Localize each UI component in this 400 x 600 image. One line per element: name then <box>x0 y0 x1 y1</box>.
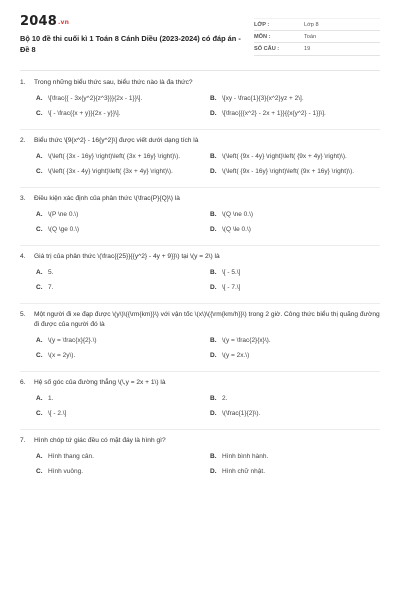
option-row <box>20 283 380 298</box>
option-text: Hình chữ nhật. <box>222 468 266 475</box>
option-row <box>20 94 380 109</box>
question-stem <box>20 436 380 446</box>
question-number: 1. <box>20 79 26 86</box>
option-letter: D. <box>210 226 217 233</box>
option-text: 2. <box>222 395 228 402</box>
answer-option[interactable] <box>36 225 196 235</box>
question-stem <box>20 310 380 330</box>
question-divider <box>20 429 380 430</box>
option-text: \(\left( {9x - 16y} \right)\left( {9x + 16y} \right)\). <box>222 168 355 175</box>
answer-option[interactable] <box>36 283 196 293</box>
option-text: \(\left( {3x - 4y} \right)\left( {3x + 4y} \right)\). <box>48 168 173 175</box>
answer-option[interactable] <box>36 394 196 404</box>
option-letter: D. <box>210 410 217 417</box>
option-letter: D. <box>210 284 217 291</box>
option-letter: B. <box>210 269 217 276</box>
option-letter: D. <box>210 168 217 175</box>
question-stem <box>20 78 380 88</box>
question-item <box>20 136 380 182</box>
question-number: 7. <box>20 437 26 444</box>
site-logo[interactable] <box>20 14 69 29</box>
option-text: \[\frac{{ - 3x{y^2}{z^3}}}{2x - 1}}\]. <box>48 95 143 102</box>
option-text: \[ - 7.\] <box>222 284 241 291</box>
question-item <box>20 78 380 124</box>
answer-option[interactable] <box>36 351 196 361</box>
question-number: 5. <box>20 311 26 318</box>
question-divider <box>20 187 380 188</box>
option-text: 1. <box>48 395 54 402</box>
meta-row-question-count <box>254 43 380 56</box>
question-text: Hệ số góc của đường thẳng \(\,y = 2x + 1\) là <box>34 379 166 386</box>
meta-value: 19 <box>304 46 311 52</box>
answer-option[interactable] <box>210 351 380 361</box>
logo-suffix: .vn <box>57 19 70 26</box>
answer-option[interactable] <box>210 152 380 162</box>
meta-row-class <box>254 18 380 31</box>
option-letter: B. <box>210 337 217 344</box>
answer-options <box>20 152 380 182</box>
option-text: 7. <box>48 284 54 291</box>
option-letter: B. <box>210 95 217 102</box>
option-text: \(y = 2x.\) <box>222 352 250 359</box>
answer-option[interactable] <box>210 336 380 346</box>
question-divider <box>20 245 380 246</box>
question-text: Một người đi xe đạp được \(y\)\({\rm{km}}\) với vận tốc \(x\)\({\rm{km/h}}\) trong 2 giờ. Công thức biểu thị quãng đường đi được của người đó là <box>34 311 380 328</box>
option-row <box>20 467 380 482</box>
answer-options <box>20 210 380 240</box>
question-item <box>20 252 380 298</box>
option-text: \(y = \frac{2}{x}\). <box>222 337 271 344</box>
meta-value: Lớp 8 <box>304 22 319 28</box>
question-item <box>20 378 380 424</box>
option-letter: A. <box>36 153 43 160</box>
option-text: \[ - 2.\] <box>48 410 67 417</box>
question-item <box>20 310 380 366</box>
option-text: \[\frac{{{x^2} - 2x + 1}}{{x{y^2} - 1}}\]. <box>222 110 326 117</box>
option-text: Hình vuông. <box>48 468 84 475</box>
question-number: 2. <box>20 137 26 144</box>
question-item <box>20 194 380 240</box>
option-row <box>20 268 380 283</box>
option-letter: D. <box>210 110 217 117</box>
question-text: Giá trị của phân thức \(\frac{{25}}{{y^2} - 4y + 9}}\) tại \(y = 2\) là <box>34 253 220 260</box>
meta-value: Toán <box>304 33 317 40</box>
question-number: 6. <box>20 379 26 386</box>
option-text: 5. <box>48 269 54 276</box>
answer-option[interactable] <box>36 268 196 278</box>
option-text: \(Q \ne 0.\) <box>222 211 254 218</box>
option-letter: B. <box>210 395 217 402</box>
answer-option[interactable] <box>210 210 380 220</box>
answer-option[interactable] <box>36 409 196 419</box>
document-title: Bộ 10 đề thi cuối kì 1 Toán 8 Cánh Diều (2023-2024) có đáp án - Đề 8 <box>20 34 241 54</box>
option-text: \(\left( {3x - 16y} \right)\left( {3x + 16y} \right)\). <box>48 153 181 160</box>
answer-option[interactable] <box>210 452 380 462</box>
question-stem <box>20 194 380 204</box>
answer-option[interactable] <box>36 452 196 462</box>
option-row <box>20 351 380 366</box>
option-text: Hình bình hành. <box>222 453 269 460</box>
option-text: \(Q \le 0.\) <box>222 226 251 233</box>
option-row <box>20 394 380 409</box>
option-text: \(\frac{1}{2}\). <box>222 410 261 417</box>
answer-option[interactable] <box>210 394 380 404</box>
option-letter: B. <box>210 153 217 160</box>
option-letter: B. <box>210 453 217 460</box>
option-letter: C. <box>36 284 43 291</box>
answer-option[interactable] <box>210 268 380 278</box>
question-list <box>20 78 380 482</box>
option-letter: C. <box>36 468 43 475</box>
answer-options <box>20 394 380 424</box>
answer-option[interactable] <box>210 409 380 419</box>
meta-key: LỚP : <box>254 22 270 28</box>
option-letter: C. <box>36 410 43 417</box>
option-letter: A. <box>36 95 43 102</box>
option-letter: C. <box>36 226 43 233</box>
meta-key: SỐ CÂU : <box>254 46 280 52</box>
option-row <box>20 225 380 240</box>
option-letter: C. <box>36 352 43 359</box>
answer-options <box>20 452 380 482</box>
option-text: \(\left( {9x - 4y} \right)\left( {9x + 4y} \right)\). <box>222 153 347 160</box>
option-row <box>20 109 380 124</box>
option-row <box>20 210 380 225</box>
option-letter: B. <box>210 211 217 218</box>
option-text: Hình thang cân. <box>48 453 94 460</box>
option-text: \(P \ne 0.\) <box>48 211 79 218</box>
question-item <box>20 436 380 482</box>
header-divider <box>20 70 380 71</box>
option-letter: A. <box>36 269 43 276</box>
option-row <box>20 409 380 424</box>
answer-option[interactable] <box>36 467 196 477</box>
option-text: \(x = 2y\). <box>48 352 76 359</box>
option-letter: A. <box>36 453 43 460</box>
question-stem <box>20 252 380 262</box>
answer-option[interactable] <box>36 94 196 104</box>
answer-option[interactable] <box>210 283 380 293</box>
question-divider <box>20 129 380 130</box>
logo-text: 2048 <box>20 14 57 29</box>
meta-table <box>254 18 380 56</box>
answer-options <box>20 268 380 298</box>
option-text: \(y = \frac{x}{2}.\) <box>48 337 97 344</box>
option-letter: C. <box>36 110 43 117</box>
option-letter: A. <box>36 395 43 402</box>
question-text: Điều kiện xác định của phân thức \(\frac{P}{Q}\) là <box>34 195 180 202</box>
question-divider <box>20 303 380 304</box>
option-text: \(Q \ge 0.\) <box>48 226 80 233</box>
question-divider <box>20 371 380 372</box>
question-number: 4. <box>20 253 26 260</box>
question-text: Hình chóp tứ giác đều có mặt đáy là hình gì? <box>34 437 166 444</box>
answer-option[interactable] <box>36 210 196 220</box>
answer-option[interactable] <box>210 225 380 235</box>
option-letter: A. <box>36 211 43 218</box>
meta-key: MÔN : <box>254 33 271 40</box>
option-row <box>20 152 380 167</box>
document-header <box>20 14 380 64</box>
answer-option[interactable] <box>210 109 380 119</box>
question-stem <box>20 378 380 388</box>
answer-option[interactable] <box>36 152 196 162</box>
answer-option[interactable] <box>210 167 380 177</box>
answer-option[interactable] <box>36 336 196 346</box>
answer-option[interactable] <box>36 109 196 119</box>
question-stem <box>20 136 380 146</box>
option-letter: A. <box>36 337 43 344</box>
question-text: Biểu thức \[9{x^2} - 16{y^2}\] được viết dưới dạng tích là <box>34 137 199 144</box>
option-text: \[ - 5.\] <box>222 269 241 276</box>
answer-option[interactable] <box>36 167 196 177</box>
option-letter: C. <box>36 168 43 175</box>
option-letter: D. <box>210 352 217 359</box>
question-text: Trong những biểu thức sau, biểu thức nào là đa thức? <box>34 79 193 86</box>
option-row <box>20 336 380 351</box>
meta-row-subject <box>254 31 380 44</box>
option-row <box>20 452 380 467</box>
question-number: 3. <box>20 195 26 202</box>
answer-option[interactable] <box>210 467 380 477</box>
option-row <box>20 167 380 182</box>
answer-options <box>20 336 380 366</box>
answer-options <box>20 94 380 124</box>
answer-option[interactable] <box>210 94 380 104</box>
option-letter: D. <box>210 468 217 475</box>
option-text: \[ - \frac{{x + y}}{2x - y}}\]. <box>48 110 121 117</box>
option-text: \[xy - \frac{1}{3}{x^2}yz + 2\]. <box>222 95 304 102</box>
